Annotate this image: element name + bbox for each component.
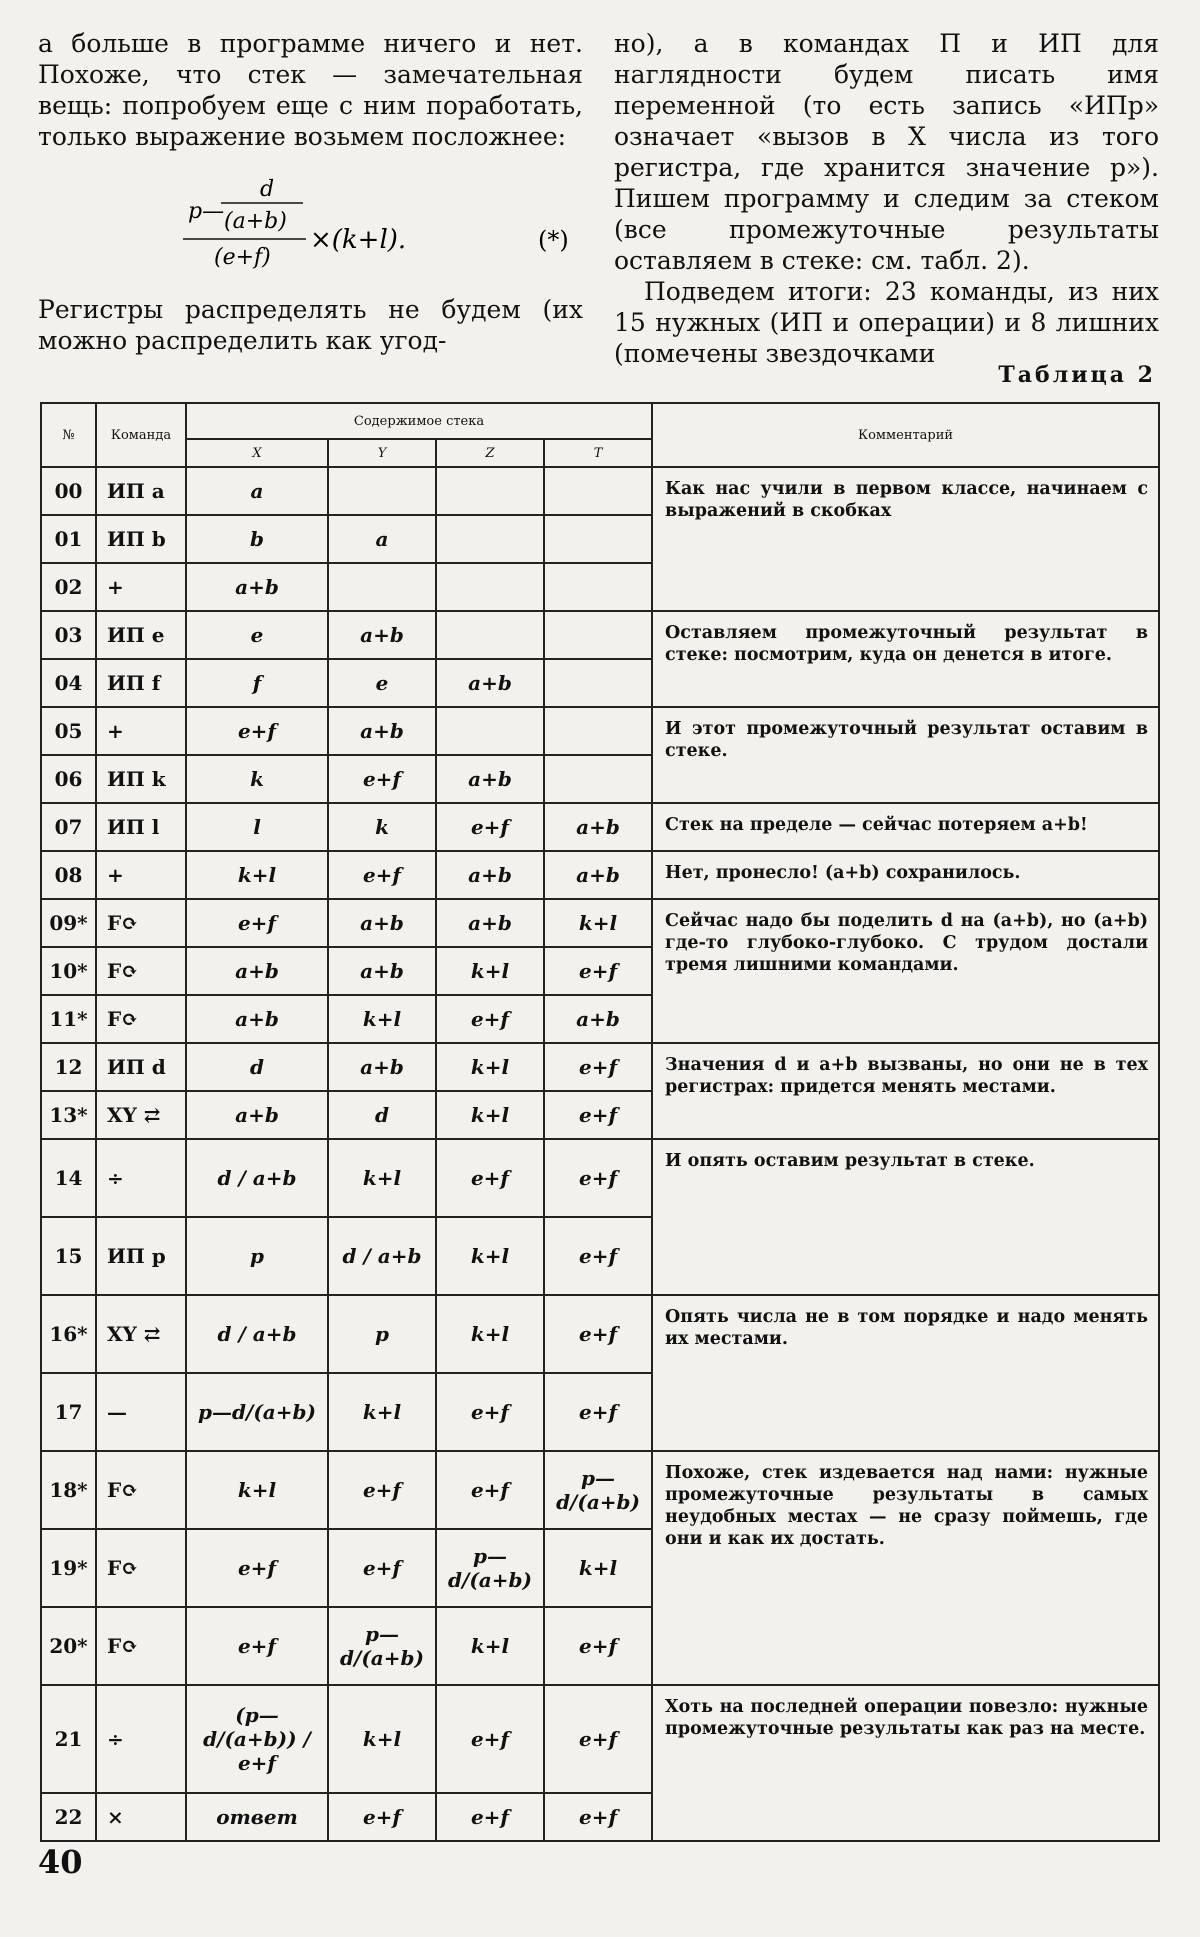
comment-cell: И этот промежуточный результат оставим в стеке. (652, 707, 1159, 803)
row-number: 18* (41, 1451, 96, 1529)
stack-y: p—d/(a+b) (328, 1607, 436, 1685)
stack-z: e+f (436, 1451, 544, 1529)
stack-t: e+f (544, 1373, 652, 1451)
row-command: ИП l (96, 803, 186, 851)
stack-x: f (186, 659, 328, 707)
row-command: + (96, 563, 186, 611)
stack-z (436, 467, 544, 515)
stack-x: p—d/(a+b) (186, 1373, 328, 1451)
stack-z: e+f (436, 1139, 544, 1217)
stack-z: e+f (436, 1373, 544, 1451)
row-command: × (96, 1793, 186, 1841)
stack-z: p—d/(a+b) (436, 1529, 544, 1607)
comment-cell: Хоть на последней операции повезло: нужные промежуточные результаты как раз на месте. (652, 1685, 1159, 1841)
stack-y: e+f (328, 1451, 436, 1529)
comment-cell: Похоже, стек издевается над нами: нужные промежуточные результаты в самых неудобных местах — не сразу поймешь, где они и как их достать. (652, 1451, 1159, 1685)
row-number: 16* (41, 1295, 96, 1373)
stack-x: k (186, 755, 328, 803)
stack-x: e+f (186, 899, 328, 947)
stack-t (544, 515, 652, 563)
stack-z: k+l (436, 947, 544, 995)
table-row (41, 1685, 1159, 1793)
row-command: F⟳ (96, 899, 186, 947)
stack-t (544, 659, 652, 707)
stack-y: d / a+b (328, 1217, 436, 1295)
stack-z: e+f (436, 1793, 544, 1841)
formula-label: (*) (538, 226, 569, 254)
stack-x: e+f (186, 1607, 328, 1685)
row-number: 20* (41, 1607, 96, 1685)
stack-t: p—d/(a+b) (544, 1451, 652, 1529)
header-x: X (186, 439, 328, 467)
stack-t: a+b (544, 995, 652, 1043)
stack-x: p (186, 1217, 328, 1295)
intro-text (38, 28, 1159, 368)
row-number: 06 (41, 755, 96, 803)
stack-x: (p—d/(a+b)) / e+f (186, 1685, 328, 1793)
table-row (41, 803, 1159, 851)
stack-x: d / a+b (186, 1295, 328, 1373)
table-row (41, 707, 1159, 755)
comment-cell: Сейчас надо бы поделить d на (a+b), но (a+b) где-то глубоко-глубоко. С трудом достали тремя лишними командами. (652, 899, 1159, 1043)
row-number: 15 (41, 1217, 96, 1295)
row-command: F⟳ (96, 947, 186, 995)
row-command: F⟳ (96, 1607, 186, 1685)
stack-z: a+b (436, 899, 544, 947)
comment-cell: Оставляем промежуточный результат в стеке: посмотрим, куда он денется в итоге. (652, 611, 1159, 707)
stack-z (436, 707, 544, 755)
formula-p: p— (188, 199, 225, 224)
row-command: ÷ (96, 1139, 186, 1217)
row-number: 19* (41, 1529, 96, 1607)
table-row (41, 467, 1159, 515)
row-command: F⟳ (96, 1451, 186, 1529)
table-row (41, 1451, 1159, 1529)
intro-paragraph-3: но), а в командах П и ИП для наглядности будем писать имя переменной (то есть запись «ИПp» означает «вызов в X числа из того регистра, где хранится значение p»). Пишем программу и следим за стеком (все промежуточные результаты оставляем в стеке: см. табл. 2). (614, 29, 1159, 275)
formula-times: ×(k+l). (310, 225, 407, 255)
stack-t (544, 707, 652, 755)
stack-y (328, 467, 436, 515)
row-number: 13* (41, 1091, 96, 1139)
row-command: XY ⇄ (96, 1295, 186, 1373)
header-z: Z (436, 439, 544, 467)
stack-x: k+l (186, 851, 328, 899)
stack-x: k+l (186, 1451, 328, 1529)
row-command: ИП b (96, 515, 186, 563)
stack-x: a+b (186, 1091, 328, 1139)
stack-t: e+f (544, 1091, 652, 1139)
header-stack: Содержимое стека (186, 403, 652, 439)
header-y: Y (328, 439, 436, 467)
stack-y: a+b (328, 899, 436, 947)
stack-x: l (186, 803, 328, 851)
stack-z: k+l (436, 1043, 544, 1091)
formula (38, 166, 583, 284)
stack-y: e+f (328, 851, 436, 899)
row-command: ИП d (96, 1043, 186, 1091)
comment-cell: Опять числа не в том порядке и надо менять их местами. (652, 1295, 1159, 1451)
stack-t: a+b (544, 851, 652, 899)
stack-x: d (186, 1043, 328, 1091)
stack-table-body (41, 467, 1159, 1841)
row-command: + (96, 707, 186, 755)
comment-cell: Как нас учили в первом классе, начинаем с выражений в скобках (652, 467, 1159, 611)
stack-z: k+l (436, 1607, 544, 1685)
stack-t: e+f (544, 1607, 652, 1685)
table-row (41, 1295, 1159, 1373)
row-number: 08 (41, 851, 96, 899)
row-number: 00 (41, 467, 96, 515)
row-number: 12 (41, 1043, 96, 1091)
stack-y: e+f (328, 755, 436, 803)
row-number: 05 (41, 707, 96, 755)
stack-x: e+f (186, 1529, 328, 1607)
table-row (41, 1139, 1159, 1217)
stack-t: e+f (544, 947, 652, 995)
row-command: — (96, 1373, 186, 1451)
stack-y: a+b (328, 611, 436, 659)
stack-t: e+f (544, 1043, 652, 1091)
stack-y: k (328, 803, 436, 851)
row-number: 03 (41, 611, 96, 659)
row-number: 10* (41, 947, 96, 995)
stack-x: b (186, 515, 328, 563)
row-number: 02 (41, 563, 96, 611)
page-number: 40 (38, 1843, 83, 1881)
row-number: 07 (41, 803, 96, 851)
stack-t: e+f (544, 1217, 652, 1295)
stack-x: e (186, 611, 328, 659)
row-number: 01 (41, 515, 96, 563)
row-command: F⟳ (96, 995, 186, 1043)
stack-t: a+b (544, 803, 652, 851)
stack-x: e+f (186, 707, 328, 755)
stack-t: e+f (544, 1685, 652, 1793)
stack-x: a+b (186, 947, 328, 995)
stack-t: k+l (544, 899, 652, 947)
stack-z: e+f (436, 1685, 544, 1793)
stack-x: ответ (186, 1793, 328, 1841)
stack-z (436, 611, 544, 659)
stack-t (544, 755, 652, 803)
stack-z: e+f (436, 995, 544, 1043)
row-command: ИП e (96, 611, 186, 659)
row-number: 21 (41, 1685, 96, 1793)
stack-t (544, 563, 652, 611)
stack-y: k+l (328, 995, 436, 1043)
stack-z: e+f (436, 803, 544, 851)
stack-y: a+b (328, 1043, 436, 1091)
row-number: 22 (41, 1793, 96, 1841)
stack-z: k+l (436, 1091, 544, 1139)
stack-t: e+f (544, 1295, 652, 1373)
table-row (41, 899, 1159, 947)
header-t: T (544, 439, 652, 467)
stack-y (328, 563, 436, 611)
stack-z (436, 515, 544, 563)
comment-cell: И опять оставим результат в стеке. (652, 1139, 1159, 1295)
intro-left-column (38, 28, 583, 356)
stack-z: a+b (436, 755, 544, 803)
row-command: ИП p (96, 1217, 186, 1295)
row-command: ИП f (96, 659, 186, 707)
table-row (41, 851, 1159, 899)
stack-z: k+l (436, 1295, 544, 1373)
formula-denominator: (e+f) (214, 245, 271, 270)
table-title: Таблица 2 (998, 362, 1156, 388)
stack-t: e+f (544, 1793, 652, 1841)
row-number: 17 (41, 1373, 96, 1451)
comment-cell: Нет, пронесло! (a+b) сохранилось. (652, 851, 1159, 899)
header-num: № (41, 403, 96, 467)
stack-y: p (328, 1295, 436, 1373)
stack-z: a+b (436, 659, 544, 707)
intro-paragraph-2: Регистры распределять не будем (их можно распределить как угод- (38, 295, 583, 355)
stack-y: a (328, 515, 436, 563)
formula-inner-den: (a+b) (224, 209, 287, 234)
comment-cell: Значения d и a+b вызваны, но они не в тех регистрах: придется менять местами. (652, 1043, 1159, 1139)
stack-x: a+b (186, 563, 328, 611)
stack-y: a+b (328, 947, 436, 995)
row-command: F⟳ (96, 1529, 186, 1607)
stack-x: a+b (186, 995, 328, 1043)
formula-inner-num: d (260, 177, 275, 202)
row-number: 04 (41, 659, 96, 707)
row-command: XY ⇄ (96, 1091, 186, 1139)
stack-t (544, 467, 652, 515)
stack-y: d (328, 1091, 436, 1139)
stack-y: e+f (328, 1793, 436, 1841)
stack-z (436, 563, 544, 611)
header-comment: Комментарий (652, 403, 1159, 467)
stack-y: e+f (328, 1529, 436, 1607)
stack-t: e+f (544, 1139, 652, 1217)
intro-right-column (614, 28, 1159, 369)
stack-y: k+l (328, 1373, 436, 1451)
stack-t: k+l (544, 1529, 652, 1607)
stack-x: a (186, 467, 328, 515)
stack-x: d / a+b (186, 1139, 328, 1217)
stack-y: e (328, 659, 436, 707)
stack-y: k+l (328, 1139, 436, 1217)
table-row (41, 611, 1159, 659)
header-command: Команда (96, 403, 186, 467)
row-number: 09* (41, 899, 96, 947)
comment-cell: Стек на пределе — сейчас потеряем a+b! (652, 803, 1159, 851)
stack-t (544, 611, 652, 659)
row-command: + (96, 851, 186, 899)
row-command: ИП k (96, 755, 186, 803)
stack-z: a+b (436, 851, 544, 899)
stack-y: k+l (328, 1685, 436, 1793)
row-command: ИП a (96, 467, 186, 515)
formula-graphic (38, 166, 583, 284)
row-number: 14 (41, 1139, 96, 1217)
table-row (41, 1043, 1159, 1091)
intro-paragraph-4: Подведем итоги: 23 команды, из них 15 нужных (ИП и операции) и 8 лишних (помечены звездочками (614, 277, 1159, 368)
row-command: ÷ (96, 1685, 186, 1793)
stack-table (40, 402, 1160, 1842)
row-number: 11* (41, 995, 96, 1043)
intro-paragraph-1: а больше в программе ничего и нет. Похоже, что стек — замечательная вещь: попробуем еще с ним поработать, только выражение возьмем посложнее: (38, 29, 583, 151)
stack-z: k+l (436, 1217, 544, 1295)
stack-y: a+b (328, 707, 436, 755)
